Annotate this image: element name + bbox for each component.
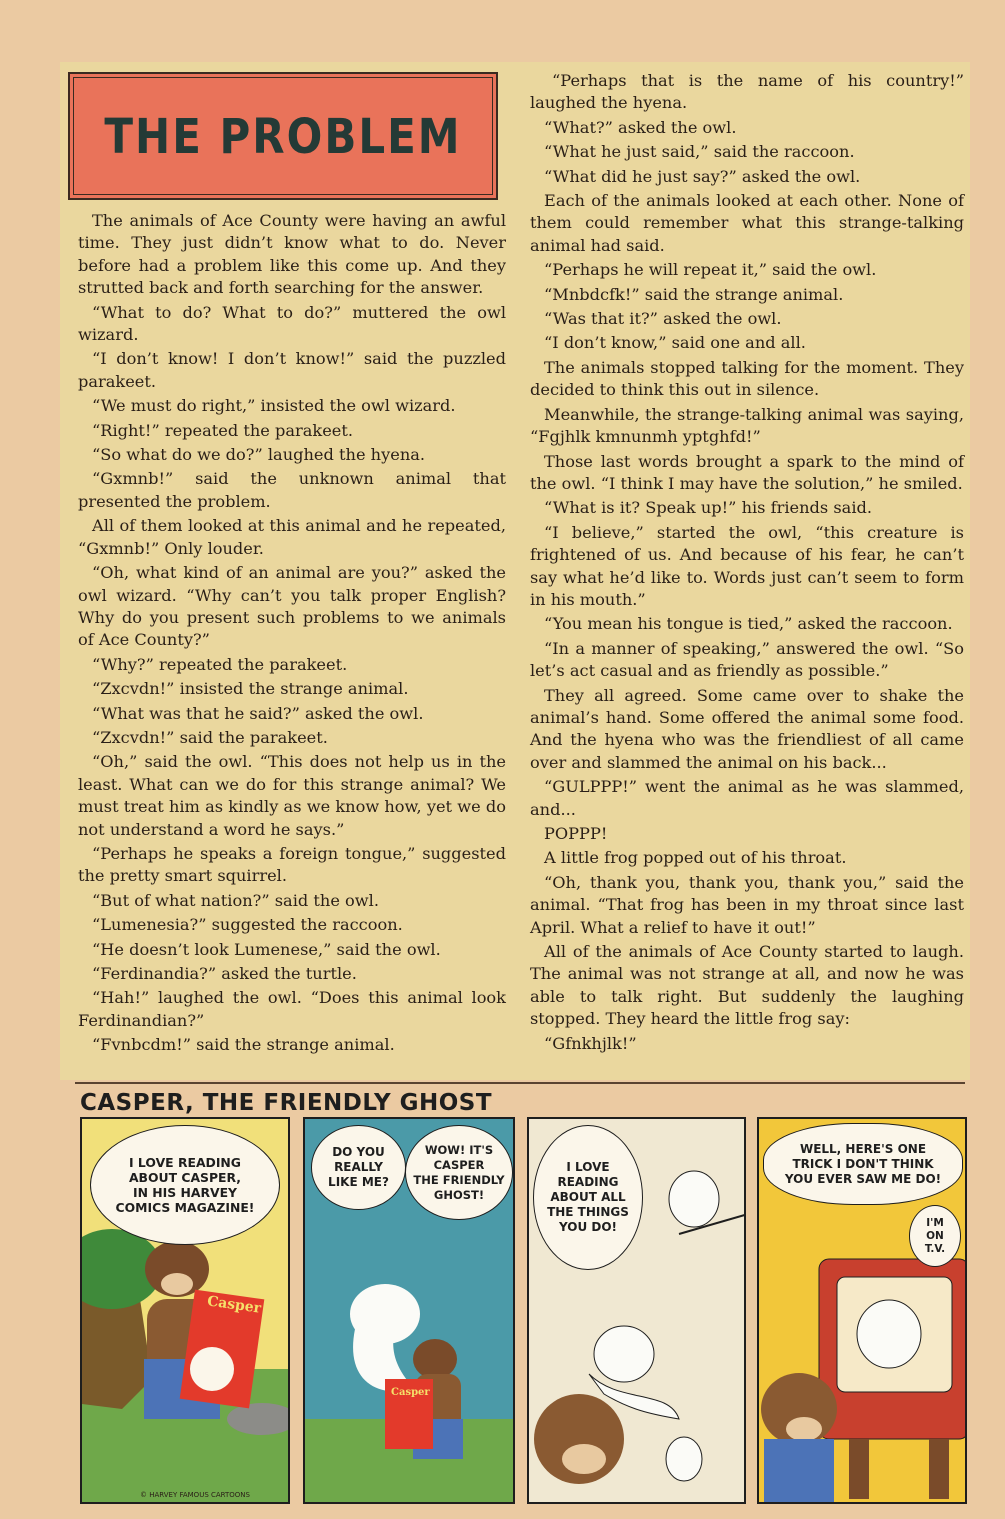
story-paragraph: All of them looked at this animal and he repeated, “Gxmnb!” Only louder. — [78, 516, 506, 558]
story-paragraph: “Oh, what kind of an animal are you?” asked the owl wizard. “Why can’t you talk proper English? Why do you present such problems to we animals of Ace County?” — [78, 563, 506, 650]
story-paragraph: “Right!” repeated the parakeet. — [92, 420, 354, 440]
copyright-caption: © HARVEY FAMOUS CARTOONS — [140, 1491, 250, 1499]
story-paragraph: “But of what nation?” said the owl. — [92, 890, 379, 910]
story-paragraph: “What was that he said?” asked the owl. — [92, 703, 424, 723]
panel-2-speech-bubble-right: WOW! IT'S CASPER THE FRIENDLY GHOST! — [405, 1125, 513, 1220]
story-paragraph: “What is it? Speak up!” his friends said. — [544, 498, 873, 518]
panel-1-magazine-title: Casper — [206, 1293, 263, 1317]
story-paragraph: “You mean his tongue is tied,” asked the raccoon. — [544, 614, 953, 634]
section-divider — [75, 1082, 965, 1084]
comic-panel-2 — [303, 1117, 515, 1504]
story-paragraph: The animals stopped talking for the moment. They decided to think this out in silence. — [530, 357, 964, 400]
story-paragraph: POPPP! — [544, 824, 608, 843]
story-paragraph: “Perhaps he will repeat it,” said the owl. — [544, 260, 877, 280]
story-paragraph: “Ferdinandia?” asked the turtle. — [92, 964, 357, 983]
story-paragraph: All of the animals of Ace County started to laugh. The animal was not strange at all, and now he was able to talk right. But suddenly the laughing stopped. They heard the little frog say: — [530, 942, 964, 1029]
story-paragraph: “In a manner of speaking,” answered the owl. “So let’s act casual and as friendly as possible.” — [530, 638, 964, 681]
story-paragraph: “Gfnkhjlk!” — [544, 1033, 637, 1053]
story-left-column — [78, 210, 506, 1059]
panel-4-tv-bubble: I'M ON T.V. — [909, 1205, 961, 1267]
panel-3-speech-bubble: I LOVE READING ABOUT ALL THE THINGS YOU DO! — [533, 1125, 643, 1270]
story-paragraph: “GULPPP!” went the animal as he was slammed, and... — [530, 777, 964, 819]
story-paragraph: “Fvnbcdm!” said the strange animal. — [92, 1035, 395, 1055]
story-paragraph: “Why?” repeated the parakeet. — [92, 654, 348, 674]
story-paragraph: “Mnbdcfk!” said the strange animal. — [544, 284, 844, 304]
story-paragraph: “Perhaps he speaks a foreign tongue,” suggested the pretty smart squirrel. — [78, 843, 506, 886]
story-paragraph: “Was that it?” asked the owl. — [544, 309, 782, 329]
story-paragraph: A little frog popped out of his throat. — [544, 848, 847, 868]
story-paragraph: “I don’t know! I don’t know!” said the puzzled parakeet. — [78, 349, 506, 391]
story-title-box — [68, 72, 498, 200]
story-paragraph: Each of the animals looked at each other. None of them could remember what this strange-talking animal had said. — [530, 191, 964, 255]
story-paragraph: “Perhaps that is the name of his country!” laughed the hyena. — [530, 71, 964, 113]
story-paragraph: “I believe,” started the owl, “this creature is frightened of us. And because of his fear, he can’t say what he’d like to. Words just can’t seem to form in his mouth.” — [530, 522, 964, 609]
story-paragraph: The animals of Ace County were having an awful time. They just didn’t know what to do. Never before had a problem like this come up. And they strutted back and forth searching for the answer. — [78, 211, 506, 298]
story-paragraph: “Gxmnb!” said the unknown animal that presented the problem. — [78, 469, 506, 511]
story-paragraph: “Zxcvdn!” said the parakeet. — [92, 727, 328, 747]
story-paragraph: “What did he just say?” asked the owl. — [544, 166, 861, 186]
comic-panel-4 — [757, 1117, 967, 1504]
story-paragraph: “Hah!” laughed the owl. “Does this animal look Ferdinandian?” — [78, 988, 506, 1030]
panel-1-speech-bubble: I LOVE READING ABOUT CASPER, IN HIS HARVEY COMICS MAGAZINE! — [90, 1125, 280, 1245]
panel-4-speech-bubble: WELL, HERE'S ONE TRICK I DON'T THINK YOU EVER SAW ME DO! — [763, 1123, 963, 1205]
story-paragraph: “We must do right,” insisted the owl wizard. — [92, 396, 456, 416]
comic-panel-1 — [80, 1117, 290, 1504]
story-paragraph: “Oh,” said the owl. “This does not help us in the least. What can we do for this strange animal? We must treat him as kindly as we know how, yet we do not understand a word he says.” — [78, 752, 506, 839]
story-paragraph: “What he just said,” said the raccoon. — [544, 142, 855, 162]
story-title: THE PROBLEM — [104, 108, 462, 165]
panel-2-speech-bubble-left: DO YOU REALLY LIKE ME? — [311, 1125, 406, 1210]
panel-2-magazine-title: Casper — [391, 1387, 430, 1398]
story-paragraph: “What to do? What to do?” muttered the owl wizard. — [78, 302, 506, 345]
comic-panel-3 — [527, 1117, 746, 1504]
story-paragraph: Those last words brought a spark to the mind of the owl. “I think I may have the solution,” he smiled. — [530, 451, 964, 493]
story-paragraph: “Oh, thank you, thank you, thank you,” said the animal. “That frog has been in my throat since last April. What a relief to have it out!” — [530, 872, 964, 937]
story-paragraph: “Lumenesia?” suggested the raccoon. — [92, 915, 403, 935]
story-paragraph: “He doesn’t look Lumenese,” said the owl. — [92, 939, 441, 959]
story-paragraph: They all agreed. Some came over to shake the animal’s hand. Some offered the animal some food. And the hyena who was the friendliest of all came over and slammed the animal on his back... — [530, 685, 964, 772]
story-paragraph: Meanwhile, the strange-talking animal was saying, “Fgjhlk kmnunmh yptghfd!” — [530, 404, 964, 447]
strip-title: CASPER, THE FRIENDLY GHOST — [80, 1090, 493, 1116]
story-paragraph: “What?” asked the owl. — [544, 117, 737, 137]
story-right-column — [530, 70, 964, 1057]
story-paragraph: “Zxcvdn!” insisted the strange animal. — [92, 679, 409, 699]
story-paragraph: “I don’t know,” said one and all. — [544, 333, 806, 353]
story-paragraph: “So what do we do?” laughed the hyena. — [92, 445, 426, 465]
